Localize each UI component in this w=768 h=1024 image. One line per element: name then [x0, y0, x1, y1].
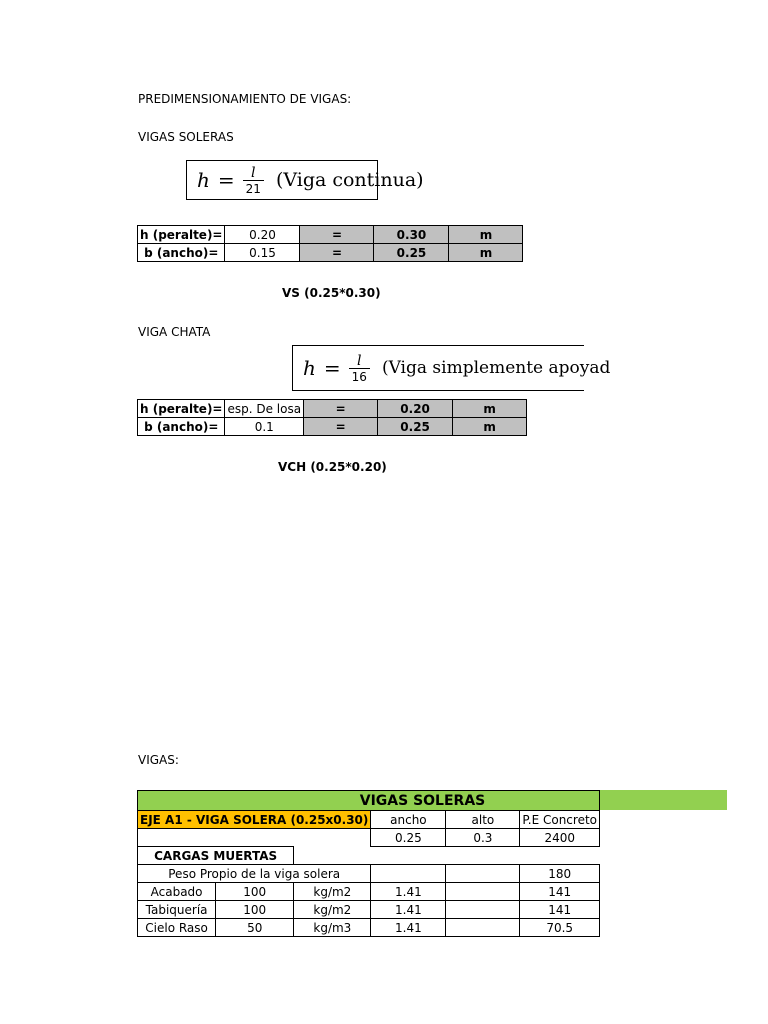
header-value-cell: 0.25: [371, 829, 446, 847]
load-factor-cell: 1.41: [371, 919, 446, 937]
empty-cell: [446, 919, 520, 937]
table-row: [138, 847, 600, 865]
caption-vch: VCH (0.25*0.20): [278, 460, 387, 474]
empty-cell: [446, 865, 520, 883]
load-unit-cell: kg/m2: [294, 901, 371, 919]
header-value-cell: 2400: [520, 829, 600, 847]
dim-unit-cell: m: [449, 226, 523, 244]
soleras-dimension-table: [137, 225, 523, 262]
dim-eq-cell: =: [300, 244, 374, 262]
dim-label-cell: b (ancho)=: [138, 244, 225, 262]
table-row: [138, 829, 600, 847]
empty-cell: [138, 829, 371, 847]
section-heading-vigas: VIGAS:: [138, 753, 179, 767]
dim-label-cell: b (ancho)=: [138, 418, 225, 436]
load-unit-cell: kg/m3: [294, 919, 371, 937]
table-row: [138, 226, 523, 244]
formula-denominator: 16: [349, 368, 370, 383]
formula-equals: =: [323, 356, 341, 380]
chata-dimension-table: [137, 399, 527, 436]
dim-label-cell: h (peralte)=: [138, 226, 225, 244]
dim-result-cell: 0.25: [374, 244, 449, 262]
dead-loads-label: CARGAS MUERTAS: [138, 847, 294, 865]
dim-eq-cell: =: [300, 226, 374, 244]
load-name-cell: Cielo Raso: [138, 919, 216, 937]
table-row: [138, 418, 527, 436]
formula-note: (Viga simplemente apoyad: [381, 358, 611, 378]
load-unit-cell: kg/m2: [294, 883, 371, 901]
header-value-cell: 0.3: [446, 829, 520, 847]
formula-image-soleras: [186, 160, 424, 200]
empty-cell: [371, 865, 446, 883]
table-row: [138, 901, 600, 919]
table-row: [138, 811, 600, 829]
self-weight-value: 180: [520, 865, 600, 883]
load-value-cell: 50: [216, 919, 294, 937]
formula-equals: =: [217, 168, 235, 192]
formula-image-chata: [292, 345, 611, 391]
dim-label-cell: h (peralte)=: [138, 400, 225, 418]
page-title: PREDIMENSIONAMIENTO DE VIGAS:: [138, 92, 352, 106]
dim-result-cell: 0.25: [378, 418, 453, 436]
dim-unit-cell: m: [453, 400, 527, 418]
formula-numerator: l: [357, 352, 362, 369]
loads-table: [137, 790, 600, 937]
dim-unit-cell: m: [449, 244, 523, 262]
table-row: [138, 400, 527, 418]
load-value-cell: 100: [216, 901, 294, 919]
dim-result-cell: 0.20: [378, 400, 453, 418]
table-row: [138, 791, 600, 811]
section-heading-soleras: VIGAS SOLERAS: [138, 130, 234, 144]
load-name-cell: Tabiquería: [138, 901, 216, 919]
dim-unit-cell: m: [453, 418, 527, 436]
dim-eq-cell: =: [304, 400, 378, 418]
load-factor-cell: 1.41: [371, 901, 446, 919]
axis-label-cell: EJE A1 - VIGA SOLERA (0.25x0.30): [138, 811, 371, 829]
table-row: [138, 244, 523, 262]
header-cell: ancho: [371, 811, 446, 829]
formula-fraction: [349, 354, 370, 383]
empty-cell: [446, 883, 520, 901]
load-value-cell: 100: [216, 883, 294, 901]
dim-value-cell: esp. De losa: [225, 400, 304, 418]
empty-cell: [294, 847, 600, 865]
formula-note: (Viga continua): [275, 169, 424, 191]
empty-cell: [446, 901, 520, 919]
formula-denominator: 21: [243, 180, 264, 195]
formula-numerator: l: [251, 164, 256, 181]
load-factor-cell: 1.41: [371, 883, 446, 901]
banner-extension: [584, 790, 727, 810]
dim-result-cell: 0.30: [374, 226, 449, 244]
load-name-cell: Acabado: [138, 883, 216, 901]
dim-value-cell: 0.20: [225, 226, 300, 244]
header-cell: alto: [446, 811, 520, 829]
load-result-cell: 141: [520, 883, 600, 901]
table-row: [138, 883, 600, 901]
formula-fraction: [243, 166, 264, 195]
dim-value-cell: 0.1: [225, 418, 304, 436]
header-cell: P.E Concreto: [520, 811, 600, 829]
self-weight-label: Peso Propio de la viga solera: [138, 865, 371, 883]
load-result-cell: 141: [520, 901, 600, 919]
section-heading-chata: VIGA CHATA: [138, 325, 211, 339]
caption-vs: VS (0.25*0.30): [282, 286, 381, 300]
table-row: [138, 865, 600, 883]
formula-lhs: h: [197, 168, 210, 192]
dim-value-cell: 0.15: [225, 244, 300, 262]
table-row: [138, 919, 600, 937]
load-result-cell: 70.5: [520, 919, 600, 937]
dim-eq-cell: =: [304, 418, 378, 436]
formula-lhs: h: [303, 356, 316, 380]
banner-cell: VIGAS SOLERAS: [138, 791, 600, 811]
